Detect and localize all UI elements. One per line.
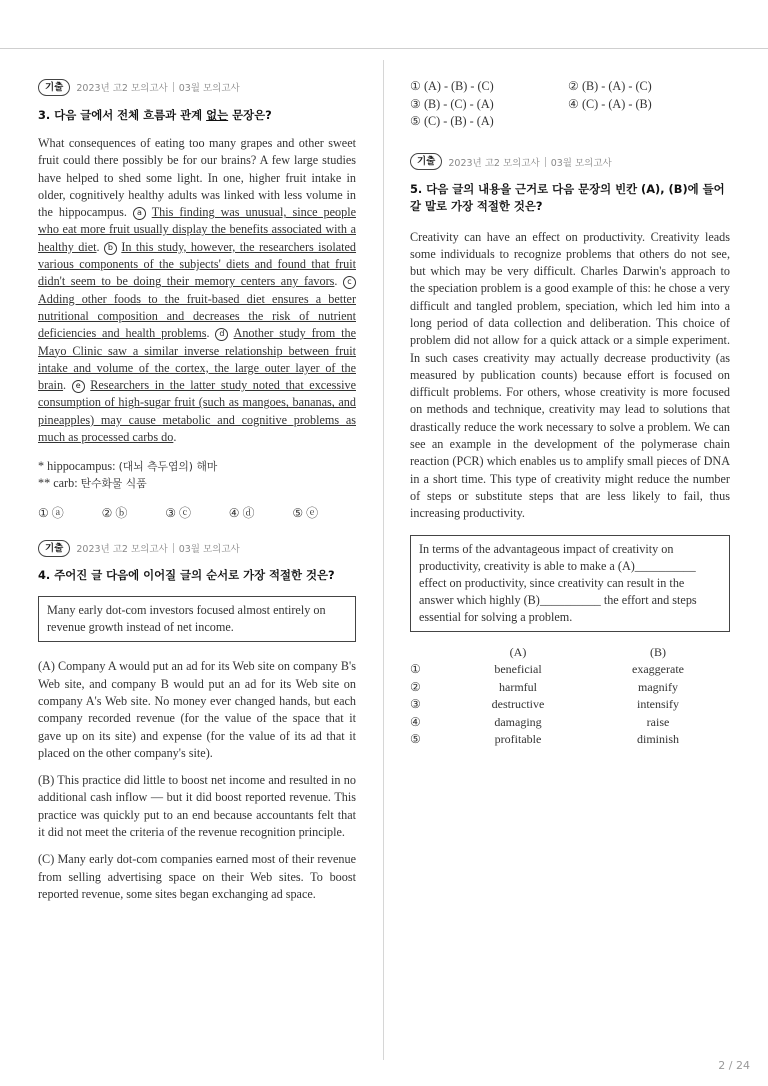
q5-badge: 기출 — [410, 153, 442, 170]
sentence-c: Adding other foods to the fruit-based diet ensures a better nutritional composition and decreases the risk of nutrient deficiencies and health problems — [38, 291, 356, 341]
q4-paragraph-c: (C) Many early dot-com companies earned most of their revenue from selling advertising space on their Web sites. To boost reported revenue, some sites began exchanging ad space. — [38, 852, 356, 901]
answer-row[interactable] — [410, 679, 730, 697]
answer-b: diminish — [636, 732, 679, 747]
q4-option-2[interactable]: ② (B) - (A) - (C) — [568, 79, 652, 93]
q5-year: 2023년 고2 모의고사 — [448, 157, 540, 169]
marker-d: d — [215, 328, 228, 341]
answer-row[interactable] — [410, 731, 730, 749]
answer-a: beneficial — [494, 662, 542, 677]
q3-footnote-1 — [38, 458, 356, 475]
footnote-term: * hippocampus: — [38, 459, 119, 474]
q5-answer-table — [410, 644, 730, 749]
marker-b: b — [104, 242, 117, 255]
answer-b: magnify — [638, 679, 678, 694]
q3-title — [38, 107, 356, 124]
q4-title: 4. 주어진 글 다음에 이어질 글의 순서로 가장 적절한 것은? — [38, 568, 335, 583]
page-number: 2 / 24 — [718, 1059, 750, 1072]
q4-paragraph-a: (A) Company A would put an ad for its Web site on company B's Web site, and company B would put an ad for its Web site on company A's Web site. No money ever changed hands, but each company recorded revenue (for the value of the space that it gave up on its site) and expense (for the value of its ad that it placed on the other company's site). — [38, 659, 356, 760]
sentence-b: In this study, however, the researchers isolated various components of the subjects' diets and found that fruit didn't seem to be doing their memory centers any favors — [38, 239, 357, 289]
header-b: (B) — [650, 644, 666, 659]
q4-month: 03월 모의고사 — [178, 544, 240, 556]
q4-option-3[interactable]: ③ (B) - (C) - (A) — [410, 96, 494, 111]
answer-a: destructive — [491, 697, 545, 712]
choice-2[interactable]: ② ⓑ — [101, 506, 128, 521]
q5-passage: Creativity can have an effect on productivity. Creativity leads some individuals to recognize problems that others do not see, but which may be very difficult. Charles Darwin's approach to the speciation problem is a good example of this: he chose a very difficult and tangled problem, speciation, which led him into a long period of data collection and deliberation. This choice of problem did not allow for a quick attack or a simple experiment. In such cases creativity may actually decrease productivity (as measured by publication counts) because effort is focused on difficult problems. For others, whose creativity is more focused on methods and technique, creativity may lead to solutions that drastically reduce the work necessary to solve a problem. We can see an example in the development of the polymerase chain reaction (PCR) which enables us to amplify small pieces of DNA in a short time. This type of creativity might reduce the number of steps or substitute steps that are less likely to fail, thus increasing productivity. — [410, 229, 730, 521]
q4-paragraph-b: (B) This practice did little to boost net income and resulted in no additional cash inflow — but it did boost reported revenue. This practice was quickly put to an end because accountants felt that it did not meet the criteria of the revenue recognition principle. — [38, 773, 356, 840]
question-5 — [410, 153, 730, 749]
q3-passage: What consequences of eating too many grapes and other sweet fruit could there possibly be for our brains? A few large studies have helped to shed some light. In one, higher fruit intake in older, cognitively healthy adults was linked with less volume in the hippocampus. a This finding was unusual, since people who eat more fruit usually display the benefits associated with a healthy diet. b In this study, however, the researchers isolated various components of the subjects' diets and found that fruit didn't seem to be doing their memory centers any favors. c Adding other foods to the fruit-based diet ensures a better nutritional composition and decreases the risk of nutrient deficiencies and health problems. d Another study from the Mayo Clinic saw a similar inverse relationship between fruit intake and volume of the cortex, the large outer layer of the brain. e Researchers in the latter study noted that excessive consumption of high-sugar fruit (such as mangoes, bananas, and pineapples) may cause metabolic and cognitive problems as much as processed carbs do. — [38, 136, 357, 445]
answer-row[interactable] — [410, 714, 730, 732]
answer-number: ⑤ — [410, 732, 421, 747]
q5-source-tag — [410, 153, 730, 171]
left-column — [38, 78, 356, 903]
answer-row[interactable] — [410, 696, 730, 714]
q3-footnote-2 — [38, 475, 356, 492]
marker-c: c — [343, 276, 356, 289]
marker-a: a — [133, 207, 146, 220]
q4-source-tag — [38, 539, 356, 557]
answer-number: ① — [410, 662, 421, 677]
choice-1[interactable]: ① ⓐ — [38, 506, 64, 521]
footnote-meaning: 탄수화물 식품 — [80, 477, 147, 491]
answer-a: profitable — [494, 732, 542, 747]
choice-3[interactable]: ③ ⓒ — [165, 506, 191, 521]
answer-a: damaging — [494, 714, 542, 729]
q5-title: 5. 다음 글의 내용을 근거로 다음 문장의 빈칸 (A), (B)에 들어갈 말로 가장 적절한 것은? — [410, 181, 725, 213]
q5-month: 03월 모의고사 — [550, 157, 612, 169]
column-divider — [383, 60, 384, 1060]
footnote-meaning: (대뇌 측두엽의) 해마 — [118, 460, 218, 474]
q4-option-5[interactable]: ⑤ (C) - (B) - (A) — [410, 114, 494, 128]
answer-number: ② — [410, 679, 421, 694]
tag-separator — [545, 157, 546, 167]
tag-separator — [173, 543, 174, 553]
q3-badge: 기출 — [38, 79, 70, 96]
q4-badge: 기출 — [38, 540, 70, 557]
answer-number: ④ — [410, 714, 421, 729]
q4-year: 2023년 고2 모의고사 — [76, 544, 168, 556]
q3-title-emphasis: 없는 — [206, 108, 229, 122]
q4-given-box: Many early dot-com investors focused almost entirely on revenue growth instead of net income. — [38, 596, 356, 642]
sentence-d: Another study from the Mayo Clinic saw a similar inverse relationship between fruit intake and volume of the cortex, the large outer layer of the brain — [38, 326, 356, 393]
answer-b: exaggerate — [632, 662, 684, 677]
answer-b: raise — [646, 714, 670, 729]
q4-option-4[interactable]: ④ (C) - (A) - (B) — [568, 96, 652, 111]
q4-options — [410, 78, 730, 131]
header-rule — [0, 48, 768, 49]
q3-choices — [38, 504, 356, 521]
q3-month: 03월 모의고사 — [178, 83, 240, 94]
answer-b: intensify — [637, 697, 679, 712]
q3-year: 2023년 고2 모의고사 — [76, 83, 168, 94]
q3-intro: What consequences of eating too many grapes and other sweet fruit could there possibly be for our brains? A few large studies have helped to shed some light. In one, higher fruit intake in older, cognitively healthy adults was linked with less volume in the hippocampus. — [38, 136, 356, 220]
answer-a: harmful — [499, 679, 537, 694]
footnote-term: ** carb: — [38, 476, 81, 491]
marker-e: e — [72, 380, 85, 393]
answer-number: ③ — [410, 697, 421, 712]
sentence-a: This finding was unusual, since people who eat more fruit usually display the benefits associated with a healthy diet — [38, 205, 356, 254]
q3-title-end: 문장은? — [228, 108, 272, 122]
q4-option-1[interactable]: ① (A) - (B) - (C) — [410, 79, 494, 93]
answer-row[interactable] — [410, 661, 730, 679]
q3-title-text: 3. 다음 글에서 전체 흐름과 관계 — [38, 108, 207, 122]
question-3 — [38, 78, 356, 521]
answer-table-header — [410, 644, 730, 662]
header-a: (A) — [509, 644, 527, 659]
tag-separator — [173, 82, 174, 92]
sentence-e: Researchers in the latter study noted that excessive consumption of high-sugar fruit (such as mangoes, bananas, and pineapples) may cause metabolic and cognitive problems as much as processed carbs do — [38, 378, 356, 445]
q3-source-tag — [38, 78, 356, 96]
choice-5[interactable]: ⑤ ⓔ — [292, 506, 319, 521]
question-4 — [38, 539, 356, 903]
right-column — [410, 78, 730, 749]
q5-summary-box: In terms of the advantageous impact of creativity on productivity, creativity is able to make a (A)__________ effect on productivity, since creativity can result in the answer which highly (B)__________ the effort and steps essential for solving a problem. — [410, 535, 730, 632]
choice-4[interactable]: ④ ⓓ — [228, 506, 255, 521]
